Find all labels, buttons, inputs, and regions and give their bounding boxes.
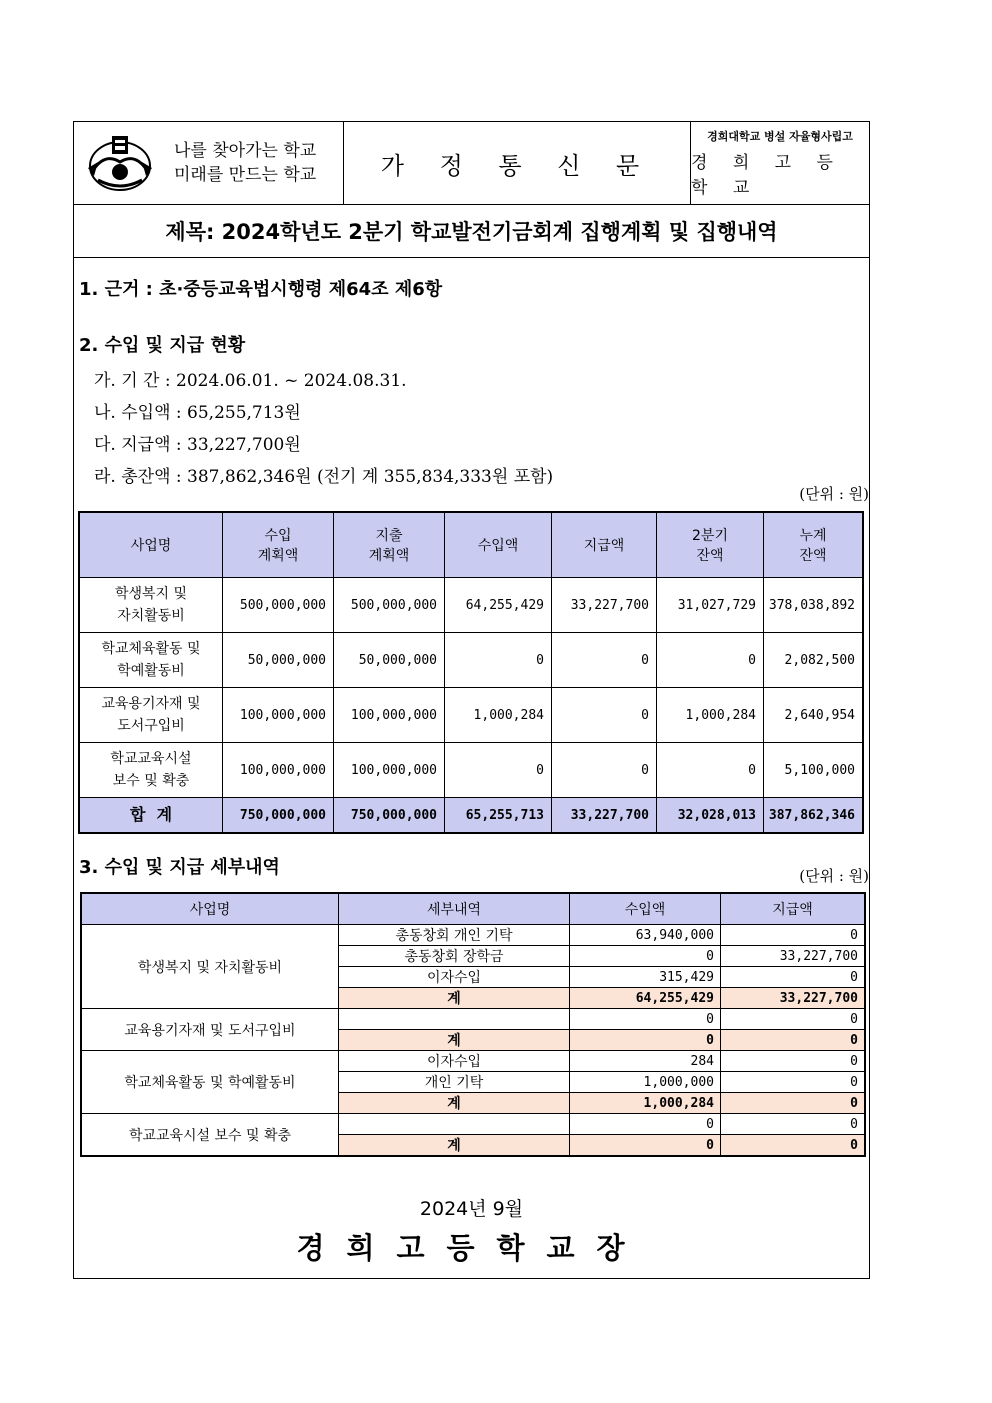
detail-cell: 총동창회 개인 기탁 xyxy=(339,925,570,946)
cell: 284 xyxy=(570,1051,721,1072)
issue-date: 2024년 9월 xyxy=(419,1198,524,1220)
table-row xyxy=(79,688,863,743)
period-line: 가. 기 간 : 2024.06.01. ~ 2024.08.31. xyxy=(94,371,407,391)
cell: 0 xyxy=(721,1093,866,1114)
balance-line: 라. 총잔액 : 387,862,346원 (전기 계 355,834,333원 포함) xyxy=(94,467,554,487)
table-row xyxy=(81,1051,865,1072)
total-row xyxy=(79,798,863,834)
table-row xyxy=(79,743,863,798)
section-2-heading: 2. 수입 및 지급 현황 xyxy=(79,335,246,356)
cell: 33,227,700 xyxy=(552,578,657,633)
cell: 0 xyxy=(721,925,866,946)
cell: 0 xyxy=(721,1135,866,1157)
subtotal-label: 계 xyxy=(339,988,570,1009)
detail-cell: 이자수입 xyxy=(339,1051,570,1072)
col-business-name: 사업명 xyxy=(79,512,223,578)
group-name: 학교체육활동 및 학예활동비 xyxy=(81,1051,339,1114)
table-row xyxy=(81,925,865,946)
table-row xyxy=(79,578,863,633)
cell: 0 xyxy=(657,633,764,688)
total-label: 합 계 xyxy=(79,798,223,834)
document-title: 제목: 2024학년도 2분기 학교발전기금회계 집행계획 및 집행내역 xyxy=(74,205,869,258)
cell: 100,000,000 xyxy=(334,743,445,798)
principal-signature: 경희고등학교장 xyxy=(296,1231,647,1265)
group-name: 학생복지 및 자치활동비 xyxy=(81,925,339,1009)
slogan-line-1: 나를 찾아가는 학교 xyxy=(174,141,317,161)
col-quarter-balance: 2분기 잔액 xyxy=(657,512,764,578)
table-row xyxy=(81,1114,865,1135)
cell: 0 xyxy=(445,743,552,798)
detail-cell xyxy=(339,1009,570,1030)
cell: 0 xyxy=(570,1009,721,1030)
cell: 1,000,000 xyxy=(570,1072,721,1093)
cell: 50,000,000 xyxy=(223,633,334,688)
col-expense: 지급액 xyxy=(721,893,866,925)
cell: 0 xyxy=(657,743,764,798)
school-subtitle: 경희대학교 병설 자율형사립고 xyxy=(707,130,853,143)
detail-table xyxy=(80,892,866,1157)
row-name: 학생복지 및 자치활동비 xyxy=(79,578,223,633)
cell: 750,000,000 xyxy=(334,798,445,834)
letterhead xyxy=(74,122,869,205)
cell: 33,227,700 xyxy=(721,946,866,967)
detail-cell: 총동창회 장학금 xyxy=(339,946,570,967)
cell: 0 xyxy=(445,633,552,688)
cell: 0 xyxy=(570,1135,721,1157)
table-row xyxy=(81,1009,865,1030)
cell: 315,429 xyxy=(570,967,721,988)
cell: 2,082,500 xyxy=(764,633,864,688)
cell: 0 xyxy=(552,633,657,688)
school-slogan xyxy=(174,139,316,187)
cell: 0 xyxy=(721,967,866,988)
cell: 750,000,000 xyxy=(223,798,334,834)
cell: 2,640,954 xyxy=(764,688,864,743)
row-name: 학교교육시설 보수 및 확충 xyxy=(79,743,223,798)
cell: 387,862,346 xyxy=(764,798,864,834)
col-detail: 세부내역 xyxy=(339,893,570,925)
group-name: 학교교육시설 보수 및 확충 xyxy=(81,1114,339,1157)
cell: 50,000,000 xyxy=(334,633,445,688)
cell: 100,000,000 xyxy=(223,688,334,743)
col-income-plan: 수입 계획액 xyxy=(223,512,334,578)
summary-table xyxy=(78,511,864,834)
cell: 378,038,892 xyxy=(764,578,864,633)
cell: 32,028,013 xyxy=(657,798,764,834)
cell: 100,000,000 xyxy=(223,743,334,798)
subtotal-label: 계 xyxy=(339,1030,570,1051)
cell: 1,000,284 xyxy=(570,1093,721,1114)
detail-cell xyxy=(339,1114,570,1135)
cell: 0 xyxy=(721,1051,866,1072)
cell: 64,255,429 xyxy=(570,988,721,1009)
school-name: 경 희 고 등 학 교 xyxy=(691,153,843,198)
cell: 65,255,713 xyxy=(445,798,552,834)
unit-label-1: (단위 : 원) xyxy=(799,485,869,503)
group-name: 교육용기자재 및 도서구입비 xyxy=(81,1009,339,1051)
income-line: 나. 수입액 : 65,255,713원 xyxy=(94,403,301,423)
newsletter-label: 가 정 통 신 문 xyxy=(344,122,691,204)
cell: 0 xyxy=(721,1114,866,1135)
cell: 0 xyxy=(721,1030,866,1051)
col-expense-plan: 지출 계획액 xyxy=(334,512,445,578)
cell: 5,100,000 xyxy=(764,743,864,798)
slogan-line-2: 미래를 만드는 학교 xyxy=(174,165,317,185)
cell: 0 xyxy=(570,1114,721,1135)
cell: 63,940,000 xyxy=(570,925,721,946)
cell: 33,227,700 xyxy=(552,798,657,834)
col-income: 수입액 xyxy=(570,893,721,925)
col-business-name: 사업명 xyxy=(81,893,339,925)
subtotal-label: 계 xyxy=(339,1135,570,1157)
detail-cell: 이자수입 xyxy=(339,967,570,988)
cell: 100,000,000 xyxy=(334,688,445,743)
document-page xyxy=(73,121,870,1279)
cell: 1,000,284 xyxy=(657,688,764,743)
col-income: 수입액 xyxy=(445,512,552,578)
col-cumulative-balance: 누계 잔액 xyxy=(764,512,864,578)
section-3-heading: 3. 수입 및 지급 세부내역 xyxy=(79,857,280,878)
cell: 0 xyxy=(570,946,721,967)
school-emblem-icon xyxy=(84,132,156,194)
cell: 0 xyxy=(721,1009,866,1030)
subtotal-label: 계 xyxy=(339,1093,570,1114)
cell: 500,000,000 xyxy=(223,578,334,633)
letterhead-left xyxy=(74,122,344,204)
expense-line: 다. 지급액 : 33,227,700원 xyxy=(94,435,301,455)
section-1-basis: 1. 근거 : 초·중등교육법시행령 제64조 제6항 xyxy=(79,279,443,300)
summary-header-row xyxy=(79,512,863,578)
school-info xyxy=(691,122,869,204)
cell: 64,255,429 xyxy=(445,578,552,633)
cell: 500,000,000 xyxy=(334,578,445,633)
detail-header-row xyxy=(81,893,865,925)
cell: 0 xyxy=(552,688,657,743)
col-expense: 지급액 xyxy=(552,512,657,578)
cell: 33,227,700 xyxy=(721,988,866,1009)
cell: 1,000,284 xyxy=(445,688,552,743)
cell: 0 xyxy=(721,1072,866,1093)
row-name: 학교체육활동 및 학예활동비 xyxy=(79,633,223,688)
cell: 31,027,729 xyxy=(657,578,764,633)
detail-cell: 개인 기탁 xyxy=(339,1072,570,1093)
row-name: 교육용기자재 및 도서구입비 xyxy=(79,688,223,743)
table-row xyxy=(79,633,863,688)
cell: 0 xyxy=(570,1030,721,1051)
unit-label-2: (단위 : 원) xyxy=(799,867,869,885)
cell: 0 xyxy=(552,743,657,798)
